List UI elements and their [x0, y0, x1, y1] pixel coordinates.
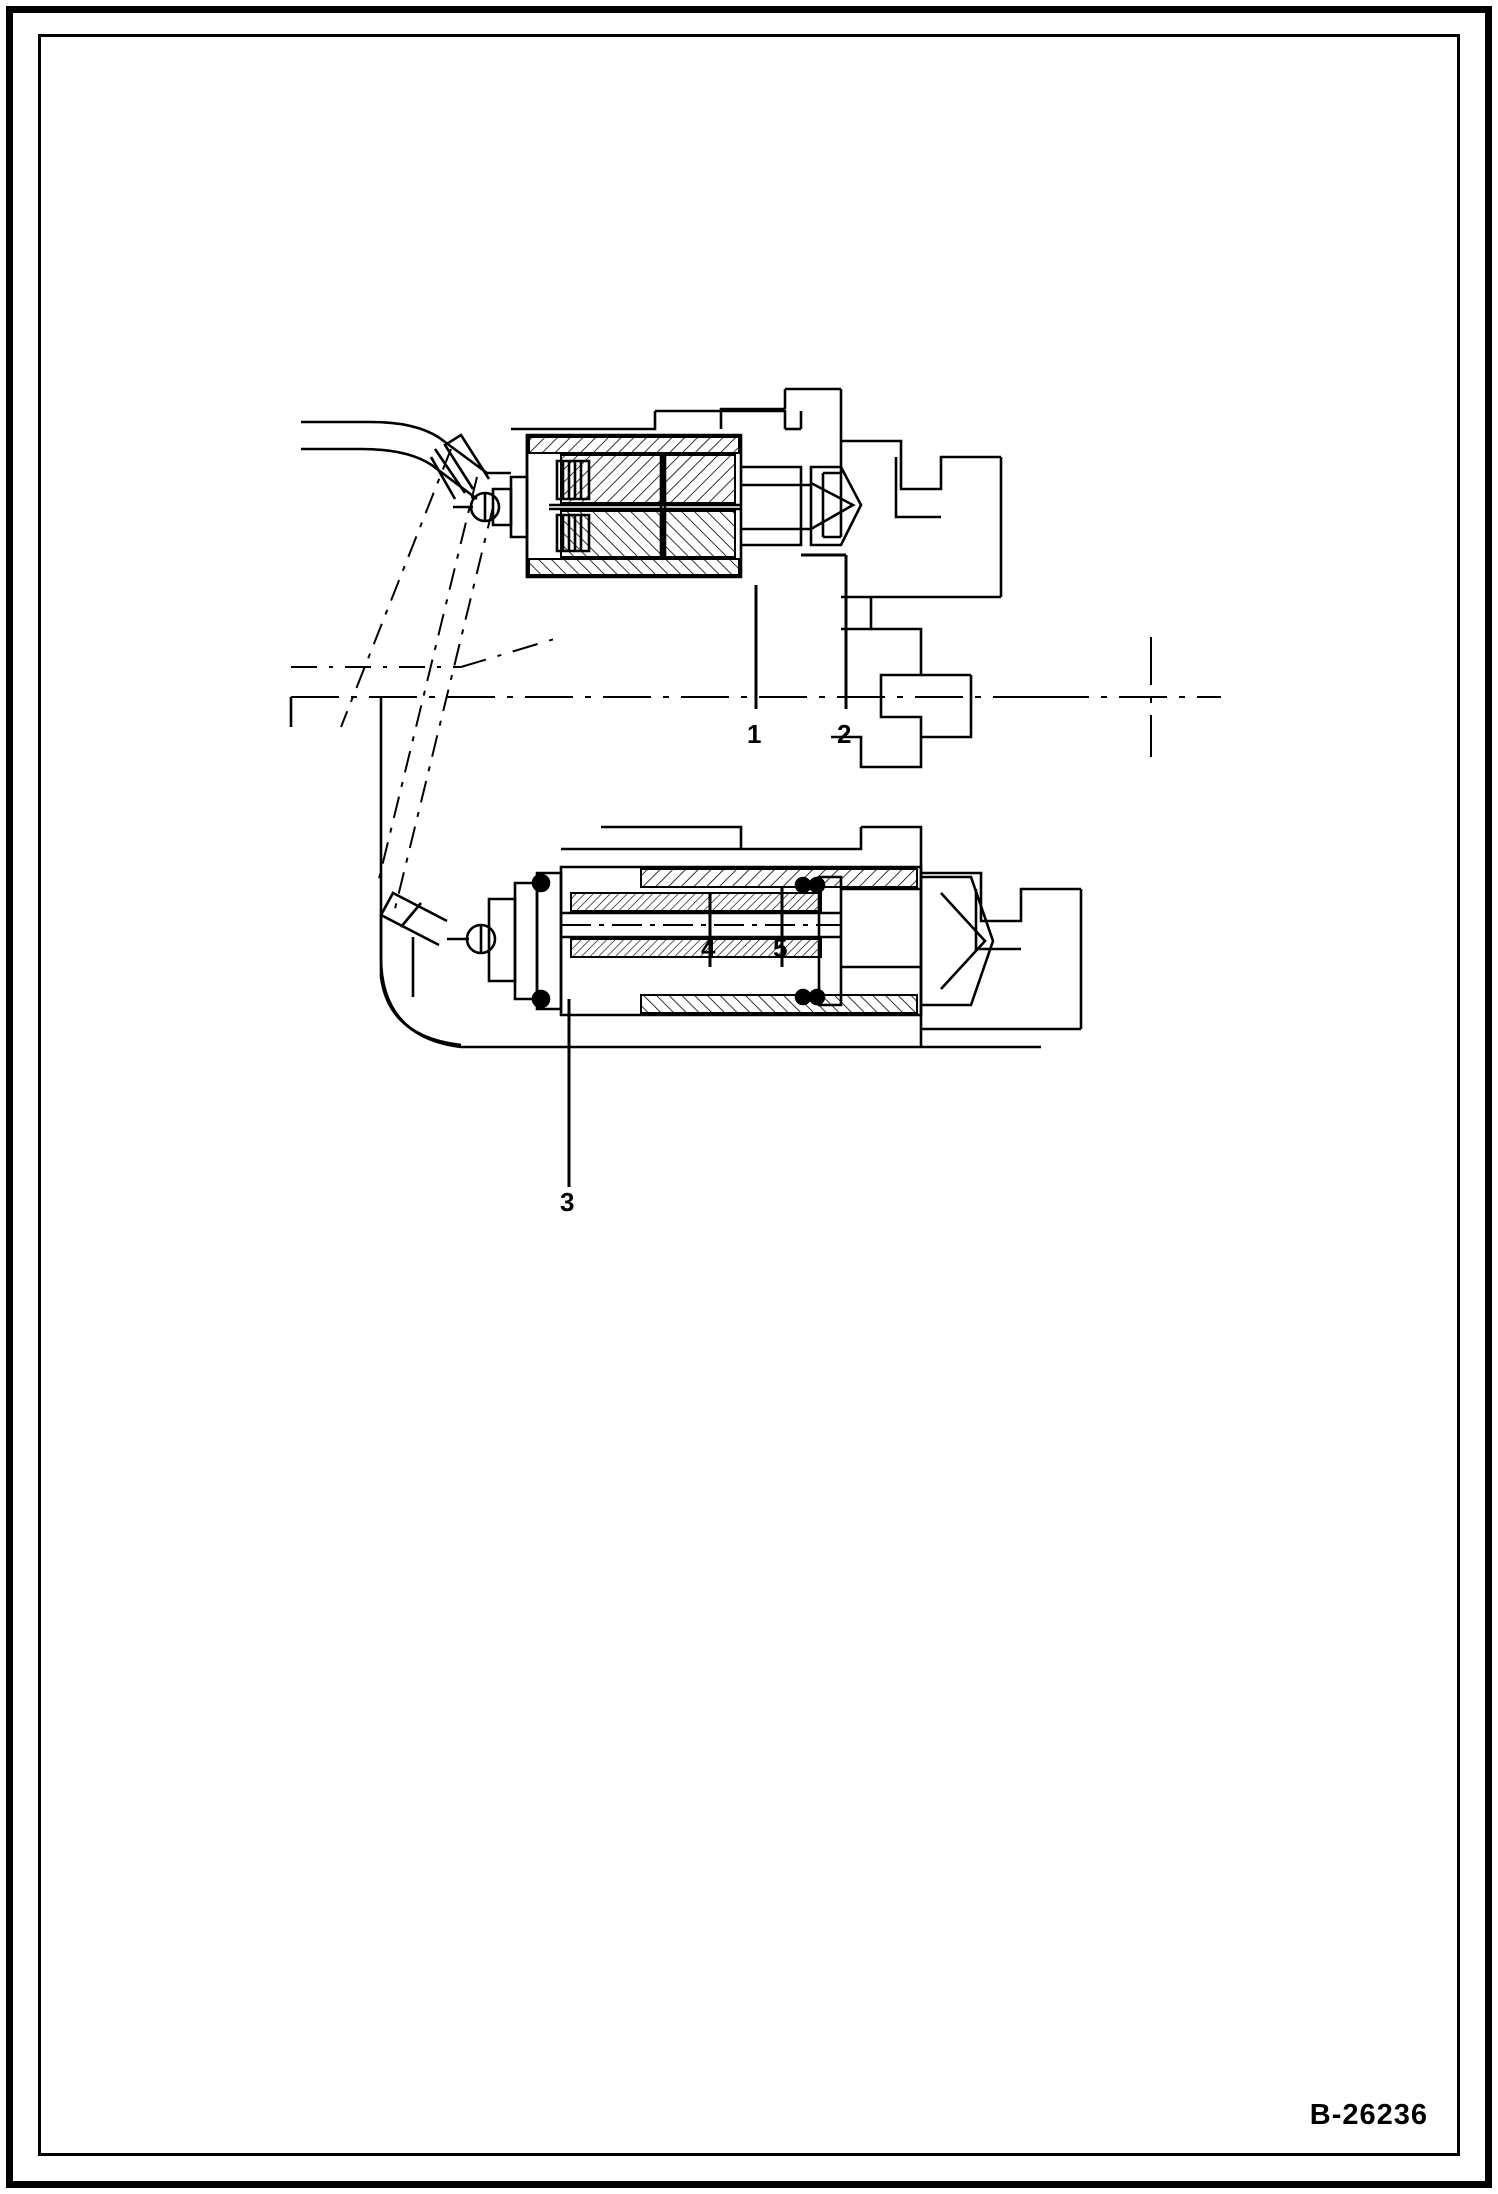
callout-3: 3 — [560, 1187, 575, 1217]
callout-5: 5 — [773, 933, 788, 963]
drawing-svg — [41, 37, 1457, 2153]
figure-code: B-26236 — [1309, 2099, 1428, 2131]
callout-4: 4 — [701, 933, 716, 963]
technical-drawing — [41, 37, 1457, 2153]
callout-1: 1 — [747, 719, 762, 749]
callout-2: 2 — [837, 719, 852, 749]
